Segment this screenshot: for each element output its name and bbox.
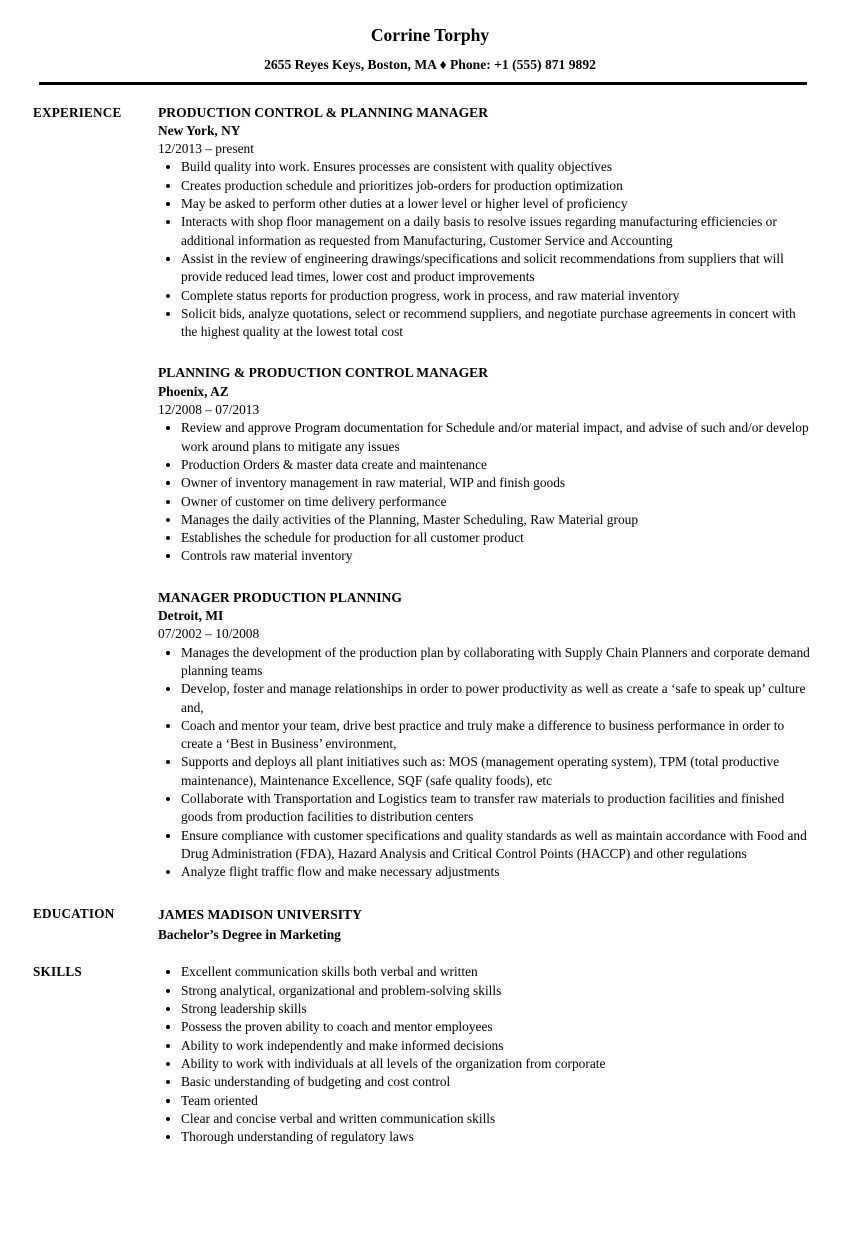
- bullet-item: • Manages the daily activities of the Planning, Master Scheduling, Raw Material group: [181, 511, 810, 529]
- contact-line: 2655 Reyes Keys, Boston, MA ♦ Phone: +1 (555) 871 9892: [264, 57, 596, 72]
- bullet-item: • Possess the proven ability to coach and mentor employees: [181, 1018, 810, 1036]
- job-dates: 12/2008 – 07/2013: [158, 402, 260, 418]
- bullet-item: • Coach and mentor your team, drive best practice and truly make a difference to business performance in order to create a ‘Best in Business’ environment,: [181, 717, 810, 754]
- bullet-item: • Ensure compliance with customer specifications and quality standards as well as maintain accordance with Food and Drug Administration (FDA), Hazard Analysis and Critical Control Points (HACCP) and other regulations: [181, 827, 810, 864]
- education-content: [158, 905, 810, 944]
- bullet-item: • Ability to work independently and make informed decisions: [181, 1037, 810, 1055]
- job-bullet-list: [158, 158, 810, 341]
- job-bullet-list: [158, 419, 810, 565]
- job-bullet-list: [158, 644, 810, 882]
- bullet-item: • Excellent communication skills both verbal and written: [181, 963, 810, 981]
- bullet-item: • Basic understanding of budgeting and cost control: [181, 1073, 810, 1091]
- bullet-item: • Clear and concise verbal and written communication skills: [181, 1110, 810, 1128]
- job-location: Phoenix, AZ: [158, 383, 229, 399]
- bullet-item: • Production Orders & master data create and maintenance: [181, 456, 810, 474]
- section-label-experience: EXPERIENCE: [33, 104, 122, 120]
- skills-content: [158, 963, 810, 1146]
- bullet-item: • Team oriented: [181, 1092, 810, 1110]
- bullet-item: • Assist in the review of engineering drawings/specifications and solicit recommendations from suppliers that will provide reduced lead times, lower cost and product improvements: [181, 250, 810, 287]
- bullet-item: • Manages the development of the production plan by collaborating with Supply Chain Planners and corporate demand planning teams: [181, 644, 810, 681]
- person-name: Corrine Torphy: [370, 25, 490, 45]
- section-label-education: EDUCATION: [33, 906, 115, 922]
- job-dates: 07/2002 – 10/2008: [158, 626, 260, 642]
- job-location: New York, NY: [158, 122, 241, 138]
- job-title: PLANNING & PRODUCTION CONTROL MANAGER: [158, 365, 489, 381]
- resume-header: [0, 25, 860, 85]
- bullet-item: • Thorough understanding of regulatory laws: [181, 1128, 810, 1146]
- bullet-item: • Establishes the schedule for production for all customer product: [181, 529, 810, 547]
- experience-section: [0, 104, 860, 882]
- header-divider: [39, 82, 807, 85]
- bullet-item: • Review and approve Program documentation for Schedule and/or material impact, and advise of such and/or develop work around plans to mitigate any issues: [181, 419, 810, 456]
- job-location: Detroit, MI: [158, 608, 224, 624]
- bullet-item: • May be asked to perform other duties at a lower level or higher level of proficiency: [181, 195, 810, 213]
- bullet-item: • Controls raw material inventory: [181, 547, 810, 565]
- bullet-item: • Strong leadership skills: [181, 1000, 810, 1018]
- experience-content: [158, 104, 810, 882]
- bullet-item: • Interacts with shop floor management on a daily basis to resolve issues regarding manufacturing efficiencies or additional information as requested from Manufacturing, Customer Service and Accounting: [181, 213, 810, 250]
- skills-section: [0, 963, 860, 1146]
- job-title: MANAGER PRODUCTION PLANNING: [158, 589, 402, 605]
- job-title: PRODUCTION CONTROL & PLANNING MANAGER: [158, 104, 489, 120]
- job-entry-2: [158, 364, 810, 565]
- bullet-item: • Owner of customer on time delivery performance: [181, 493, 810, 511]
- degree-name: Bachelor’s Degree in Marketing: [158, 926, 341, 942]
- job-dates: 12/2013 – present: [158, 141, 254, 157]
- bullet-item: • Creates production schedule and prioritizes job-orders for production optimization: [181, 177, 810, 195]
- skills-bullet-list: [158, 963, 810, 1146]
- job-entry-1: [158, 104, 810, 342]
- bullet-item: • Build quality into work. Ensures processes are consistent with quality objectives: [181, 158, 810, 176]
- section-label-skills: SKILLS: [33, 964, 82, 980]
- bullet-item: • Complete status reports for production progress, work in process, and raw material inventory: [181, 287, 810, 305]
- job-entry-3: [158, 589, 810, 882]
- bullet-item: • Analyze flight traffic flow and make necessary adjustments: [181, 863, 810, 881]
- bullet-item: • Owner of inventory management in raw material, WIP and finish goods: [181, 474, 810, 492]
- bullet-item: • Supports and deploys all plant initiatives such as: MOS (management operating system), TPM (total productive maintenance), Maintenance Excellence, SQF (safe quality foods), etc: [181, 753, 810, 790]
- bullet-item: • Strong analytical, organizational and problem-solving skills: [181, 982, 810, 1000]
- school-name: JAMES MADISON UNIVERSITY: [158, 907, 362, 923]
- education-section: [0, 905, 860, 944]
- bullet-item: • Collaborate with Transportation and Logistics team to transfer raw materials to production facilities and finished goods from production facilities to distribution centers: [181, 790, 810, 827]
- bullet-item: • Ability to work with individuals at all levels of the organization from corporate: [181, 1055, 810, 1073]
- bullet-item: • Develop, foster and manage relationships in order to power productivity as well as create a ‘safe to speak up’ culture and,: [181, 680, 810, 717]
- bullet-item: • Solicit bids, analyze quotations, select or recommend suppliers, and negotiate purchase agreements in concert with the highest quality at the lowest total cost: [181, 305, 810, 342]
